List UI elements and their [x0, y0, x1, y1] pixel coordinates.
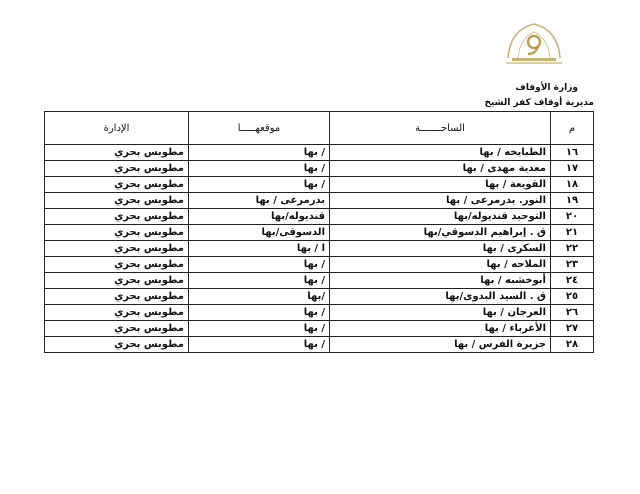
header-administration: الإدارة: [45, 112, 189, 145]
row-administration: مطوبس بحري: [45, 289, 189, 305]
row-number: ٢٣: [551, 257, 594, 273]
row-square: السكرى / بها: [330, 241, 551, 257]
row-location: / بها: [189, 337, 330, 353]
row-square: الأغرباء / بها: [330, 321, 551, 337]
row-location: ا / بها: [189, 241, 330, 257]
row-location: /بها: [189, 289, 330, 305]
table-row: [45, 161, 594, 177]
table-header-row: [45, 112, 594, 145]
row-number: ٢٠: [551, 209, 594, 225]
row-number: ٢٦: [551, 305, 594, 321]
row-administration: مطوبس بحري: [45, 321, 189, 337]
row-administration: مطوبس بحري: [45, 337, 189, 353]
table-row: [45, 193, 594, 209]
table-row: [45, 305, 594, 321]
table-row: [45, 145, 594, 161]
row-administration: مطوبس بحري: [45, 193, 189, 209]
row-location: الدسوقى/بها: [189, 225, 330, 241]
row-square: ق . إبراهيم الدسوقي/بها: [330, 225, 551, 241]
row-square: جزيرة الفرس / بها: [330, 337, 551, 353]
row-square: ق . السيد البدوى/بها: [330, 289, 551, 305]
row-administration: مطوبس بحري: [45, 225, 189, 241]
row-location: قنديوله/بها: [189, 209, 330, 225]
table-row: [45, 289, 594, 305]
row-administration: مطوبس بحري: [45, 273, 189, 289]
row-administration: مطوبس بحري: [45, 209, 189, 225]
table-row: [45, 225, 594, 241]
row-number: ٢٧: [551, 321, 594, 337]
row-administration: مطوبس بحري: [45, 305, 189, 321]
row-location: / بها: [189, 273, 330, 289]
row-number: ٢٤: [551, 273, 594, 289]
header-location: موقعهـــــا: [189, 112, 330, 145]
table-row: [45, 257, 594, 273]
directorate-title: مديرية أوقاف كفر الشيخ: [484, 98, 594, 108]
table-row: [45, 273, 594, 289]
row-location: بدرمرعى / بها: [189, 193, 330, 209]
row-square: أبوخشبه / بها: [330, 273, 551, 289]
row-number: ١٨: [551, 177, 594, 193]
table-row: [45, 241, 594, 257]
row-location: / بها: [189, 145, 330, 161]
row-administration: مطوبس بحري: [45, 257, 189, 273]
squares-table: [44, 111, 594, 353]
row-location: / بها: [189, 257, 330, 273]
row-number: ١٧: [551, 161, 594, 177]
header-square: الساحـــــــة: [330, 112, 551, 145]
row-location: / بها: [189, 321, 330, 337]
row-square: العرجان / بها: [330, 305, 551, 321]
row-number: ٢٥: [551, 289, 594, 305]
row-location: / بها: [189, 305, 330, 321]
table-row: [45, 337, 594, 353]
row-location: / بها: [189, 161, 330, 177]
row-administration: مطوبس بحري: [45, 241, 189, 257]
row-square: القويعة / بها: [330, 177, 551, 193]
ministry-title: وزارة الأوقاف: [515, 83, 578, 93]
row-administration: مطوبس بحري: [45, 161, 189, 177]
row-location: / بها: [189, 177, 330, 193]
row-square: التوحيد قنديوله/بها: [330, 209, 551, 225]
row-square: معدية مهدى / بها: [330, 161, 551, 177]
row-number: ٢٨: [551, 337, 594, 353]
row-square: النور. بدرمرعى / بها: [330, 193, 551, 209]
row-number: ١٩: [551, 193, 594, 209]
table-row: [45, 321, 594, 337]
table-row: [45, 209, 594, 225]
row-square: الملاحه / بها: [330, 257, 551, 273]
header-number: م: [551, 112, 594, 145]
row-number: ٢٢: [551, 241, 594, 257]
row-square: الطبايخه / بها: [330, 145, 551, 161]
row-administration: مطوبس بحري: [45, 177, 189, 193]
ministry-logo: [498, 20, 570, 66]
row-number: ٢١: [551, 225, 594, 241]
table-row: [45, 177, 594, 193]
row-number: ١٦: [551, 145, 594, 161]
row-administration: مطوبس بحري: [45, 145, 189, 161]
